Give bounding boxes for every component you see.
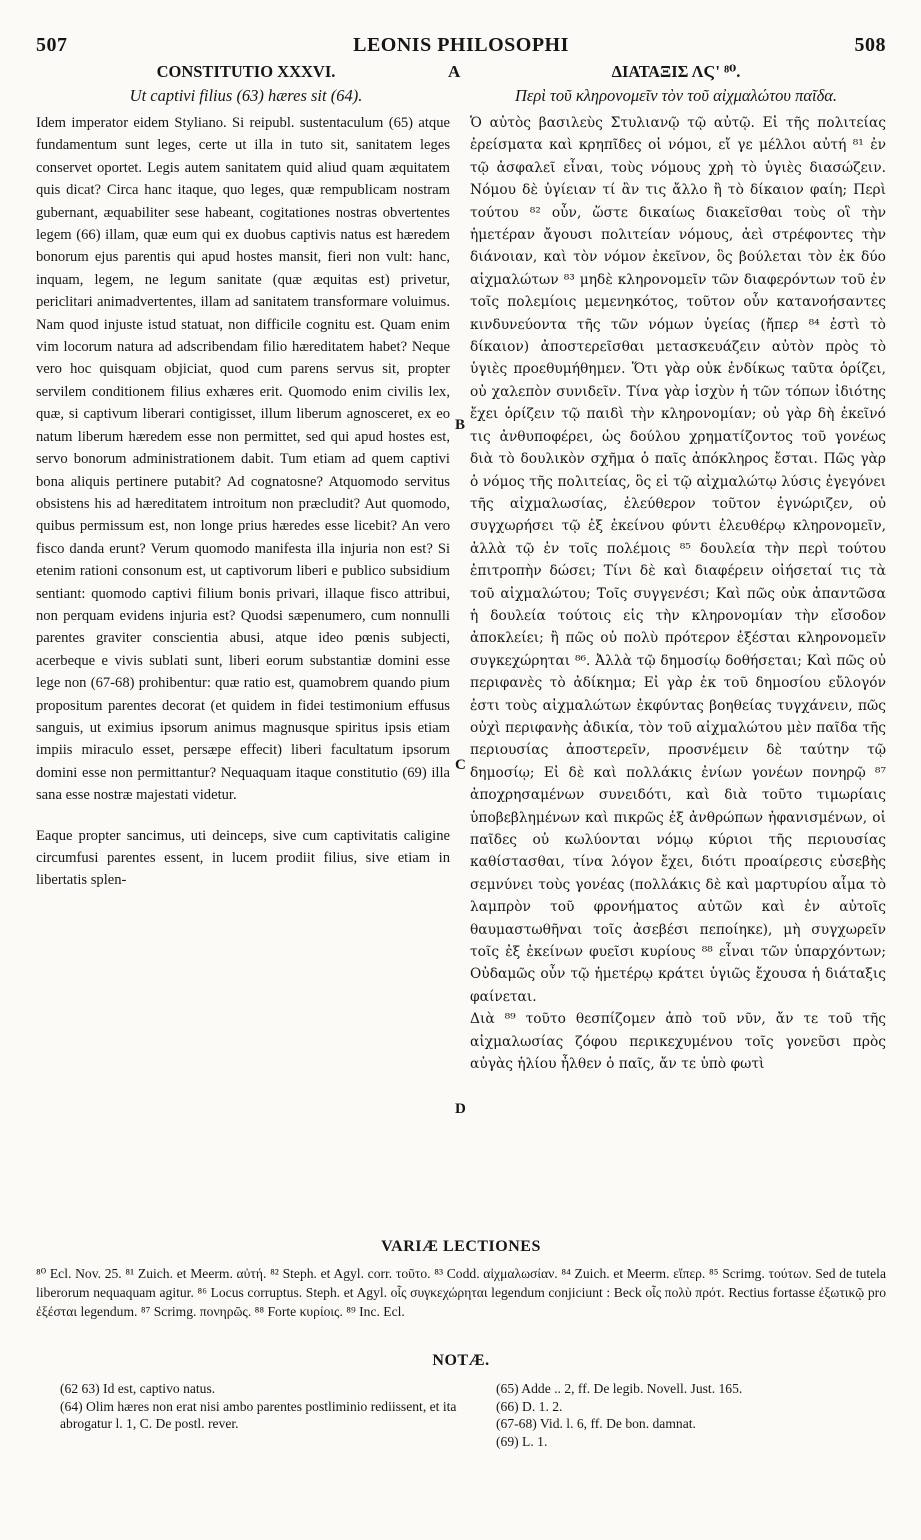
note-item: (69) L. 1. — [496, 1433, 548, 1449]
note-item: (62 63) Id est, captivo natus. — [60, 1381, 216, 1396]
section-subtitle-row — [36, 86, 886, 108]
notae-right-column — [496, 1380, 886, 1450]
latin-paragraph: Idem imperator eidem Styliano. Si reipubl. sustentaculum (65) atque fundamentum sunt leges, certe ut illa in tuto sit, sanitatem leges conservet oportet. Legis autem sanitatem quid aliud quam æquitatem quis dicat? Circa hanc itaque, quo leges, quæ rempublicam nostram gubernant, æquabiliter sese habeant, cogitationes nostras obvertentes legem (66) illam, quæ eum qui ex duobus captivis natus est hæredem bonorum ejus parentis qui apud hostes mansit, fieri non vult: hanc, inquam, legem, ne legum sanitate (quæ æquitas est) privetur, periclitari animadvertentes, illam ad sanitatem transformare voluimus. Nam quod injuste istud statuat, non difficile cognitu est. Quam enim vim locorum natura ad adscribendam filio hæreditatem habet? Neque vero hoc quisquam objiciat, quod cum parens servus sit, propter servilem conditionem filius exhæres erit. Quomodo enim civilis lex, quæ, si captivum liberari contigisset, illum liberum agnosceret, ex eo natum liberum hæredem esse non permittet, sed qui apud hostes est, servo bonorum administrationem dabit. Tum etiam ad quem captivi bona aliquis pertinere putabit? Ad cognatosne? Atquomodo servitus obsistens his ad hæreditatem introitum non præcludit? Aut quomodo, quibus permissum est, non longe prius hæredes esse licebit? An vero fisco danda erunt? Verum quomodo manifesta illa injuria non est? Si etenim rationi consonum est, ut captivorum liberi e publico subsidium sentiant: quomodo captivi filium bonis privari, illaque fisco attribui, non perquam evidens injuria est? Quodsi sæpenumero, cum nonnulli parentes graviter conscientia abusi, atque ideo pœnis subjecti, acerbeque e vivis sublati sunt, liberi eorum substantiæ domini esse lege non (67-68) prohibentur: quæ ratio est, quamobrem quando pium propositum parentes decorat (et quidem in fidei testimonium effusus sanguis, ut eximius ipsorum animus magnusque spiritus ipsis etiam impiis miraculo esset, persæpe effecit) liberi facultatum ipsorum domini esse non permittantur? Nequaquam itaque constitutio (69) illa sana esse nostræ majestati videtur. — [36, 115, 450, 804]
latin-column — [36, 112, 450, 892]
notae-heading: NOTÆ. — [432, 1352, 490, 1369]
running-head — [36, 34, 886, 60]
greek-column — [470, 112, 886, 1075]
greek-paragraph: Ὁ αὐτὸς βασιλεὺς Στυλιανῷ τῷ αὐτῷ. Εἰ τῆς πολιτείας ἐρείσματα καὶ κρηπῖδες οἱ νόμοι, εἴ γε μέλλοι αὐτή ⁸¹ ἐν τῷ ἀσφαλεῖ εἶναι, τοὺς νόμους χρὴ τὸ ὑγιὲς διασώζειν. Νόμου δὲ ὑγίειαν τί ἂν τις ἄλλο ἢ τὸ δίκαιον φαίη; Περὶ τούτου ⁸² οὖν, ὥστε δικαίως διακεῖσθαι τοὺς οἳ τὴν ἡμετέραν ἄγουσι πολιτείαν νόμους, ἀεὶ στρέφοντες τὴν διάνοιαν, καὶ τὸν νόμον ἐκεῖνον, ὃς βούλεται τὸν ἐκ δύο αἰχμαλώτων ⁸³ μηδὲ κληρονομεῖν τῶν διαφερόντων τοῦ ἐν τοῖς πολεμίοις μεμενηκότος, τοῦτον οὖν κατανοήσαντες κινδυνεύοντα τῆς τῶν νόμων ὑγείας (ἤπερ ⁸⁴ ἐστὶ τὸ δίκαιον) ἀποστερεῖσθαι μετασκευάζειν αὐτὸν πρὸς τὸ ὑγιὲς προεθυμήθημεν. Ὅτι γὰρ οὐκ ἐνδίκως ταῦτα ὁρίζει, οὐ χαλεπὸν συνιδεῖν. Τίνα γὰρ ἰσχὺν ἡ τῶν τόπων ἰδιότης ἔχει ὁρίζειν τῷ παιδὶ τὴν κληρονομίαν; οὐ γὰρ δὴ ἐκεῖνό τις ἀνθυποφέρει, ὡς δούλου χρηματίζοντος τοῦ γονέως διὰ τὸ δουλικὸν σχῆμα ὁ παῖς ἀπόκληρος ἔσται. Πῶς γὰρ ὁ νόμος τῆς πολιτείας, ὃς εἰ τῷ αἰχμαλώτῳ λύσις ἐγεγόνει τῆς αἰχμαλωσίας, ἐλεύθερον τοῦτον ἐγνώριζεν, οὐ συγχωρήσει τῷ ἐξ ἐκείνου φύντι ἐλευθέρῳ κληρονομεῖν, ἀλλὰ τῷ ἐν τοῖς πολέμοις ⁸⁵ δουλεία τὴν περὶ τούτου ἐπιτροπὴν δώσει; Τίνι δὲ καὶ διαφέρειν οἰήσεταί τις τὰ τοῦ αἰχμαλώτου; Τοῖς συγγενέσι; Καὶ πῶς οὐκ ἀπαντῶσα ἡ δουλεία τούτοις εἰς τὴν κληρονομίαν τὴν εἴσοδον ἀποκλείει; ἢ πῶς οὐ πολὺ πρότερον ἐξέσται κληρονομεῖν συγκεχώρηται ⁸⁶. Ἀλλὰ τῷ δημοσίῳ δοθήσεται; Καὶ πῶς οὐ περιφανὲς τὸ ἀδίκημα; Εἰ γὰρ ἐκ τοῦ δημοσίου εὔλογόν ἐστι τοὺς αἰχμαλώτων ἐκφύντας βοηθείας τυγχάνειν, πῶς οὐχὶ περιφανὴς ἀδικία, τὸν τοῦ αἰχμαλώτου μὲν παῖδα τῆς περιουσίας ἀποστερεῖν, προσνέμειν δὲ ταύτην τῷ δημοσίῳ; Εἰ δὲ καὶ πολλάκις ἐνίων γονέων πονηρῷ ⁸⁷ ἀποχρησαμένων συνειδότι, καὶ διὰ τοῦτο τιμωρίαις ὑποβεβλημένων καὶ πικρῶς ἐξ ἀνθρώπων ἠφανισμένων, οἱ παῖδες οὐ κωλύονται νόμῳ κύριοι τῆς περιουσίας καθίστασθαι, τίνα λόγον ἔχει, διότι προαίρεσις εὐσεβὴς σεμνύνει τοὺς γονέας (πολλάκις δὲ καὶ μαρτυρίου αἷμα τὸ λαμπρὸν τοῦ φρονήματος αὐτῶν καὶ ἐν αὐτοῖς θαυμαστωθῆναι τοῖς ἀσεβέσι πεποίηκε), μὴ συγχωρεῖν τοῖς ἐξ ἐκείνων φυεῖσι κυρίους ⁸⁸ εἶναι τῶν ὑπαρχόντων; Οὐδαμῶς οὖν τῷ ἡμετέρῳ κράτει ὑγιῶς ἔχουσα ἡ διάταξις φαίνεται. — [470, 115, 886, 1005]
page-number-left: 507 — [36, 34, 68, 56]
greek-subtitle: Περὶ τοῦ κληρονομεῖν τὸν τοῦ αἰχμαλώτου παῖδα. — [514, 86, 838, 105]
section-heading-row — [36, 62, 886, 84]
latin-paragraph: Eaque propter sancimus, uti deinceps, sive cum captivitatis caligine circumfusi parentes essent, in lucem prodiit filius, sive etiam in libertatis splen- — [36, 827, 450, 889]
notae-left-column — [60, 1380, 460, 1433]
latin-subtitle: Ut captivi filius (63) hæres sit (64). — [129, 86, 363, 105]
note-item: (64) Olim hæres non erat nisi ambo parentes postliminio rediissent, et ita abrogatur l. 1, C. De postl. rever. — [60, 1398, 457, 1431]
running-title: LEONIS PHILOSOPHI — [353, 34, 569, 56]
note-item: (67-68) Vid. l. 6, ff. De bon. damnat. — [496, 1416, 696, 1431]
marginal-letter-c: C — [455, 757, 466, 773]
greek-paragraph: Διὰ ⁸⁹ τοῦτο θεσπίζομεν ἀπὸ τοῦ νῦν, ἄν τε τοῦ τῆς αἰχμαλωσίας ζόφου περικεχυμένου τοῖς γονεῦσι πρὸς αὐγὰς ἡλίου ἦλθεν ὁ παῖς, ἄν τε ὑπὸ φωτὶ — [470, 1011, 886, 1073]
variae-lectiones-heading: VARIÆ LECTIONES — [381, 1238, 541, 1255]
marginal-letter-d: D — [455, 1101, 466, 1117]
variae-lectiones-text: ⁸⁰ Ecl. Nov. 25. ⁸¹ Zuich. et Meerm. αὐτή. ⁸² Steph. et Agyl. corr. τοῦτο. ⁸³ Codd. αἰχμαλωσίαν. ⁸⁴ Zuich. et Meerm. εἴπερ. ⁸⁵ Scrimg. τούτων. Sed de tutela liberorum nequaquam agitur. ⁸⁶ Locus corruptus. Steph. et Agyl. οἷς συγκεχώρηται legendum conjiciunt : Beck οἷς πολὺ πρότ. Rectius fortasse ἐξωτικῷ pro ἐξέσται legendum. ⁸⁷ Scrimg. πονηρῶς. ⁸⁸ Forte κυρίοις. ⁸⁹ Inc. Ecl. — [36, 1266, 886, 1319]
marginal-letter-b: B — [455, 417, 466, 433]
page-number-right: 508 — [854, 34, 886, 56]
greek-constitution-title: ΔΙΑΤΑΞΙΣ ΛϚ' ⁸⁰. — [611, 62, 741, 81]
marginal-letter-a: A — [448, 62, 461, 81]
note-item: (66) D. 1. 2. — [496, 1398, 563, 1414]
latin-constitution-title: CONSTITUTIO XXXVI. — [156, 62, 336, 81]
note-item: (65) Adde .. 2, ff. De legib. Novell. Just. 165. — [496, 1381, 743, 1396]
